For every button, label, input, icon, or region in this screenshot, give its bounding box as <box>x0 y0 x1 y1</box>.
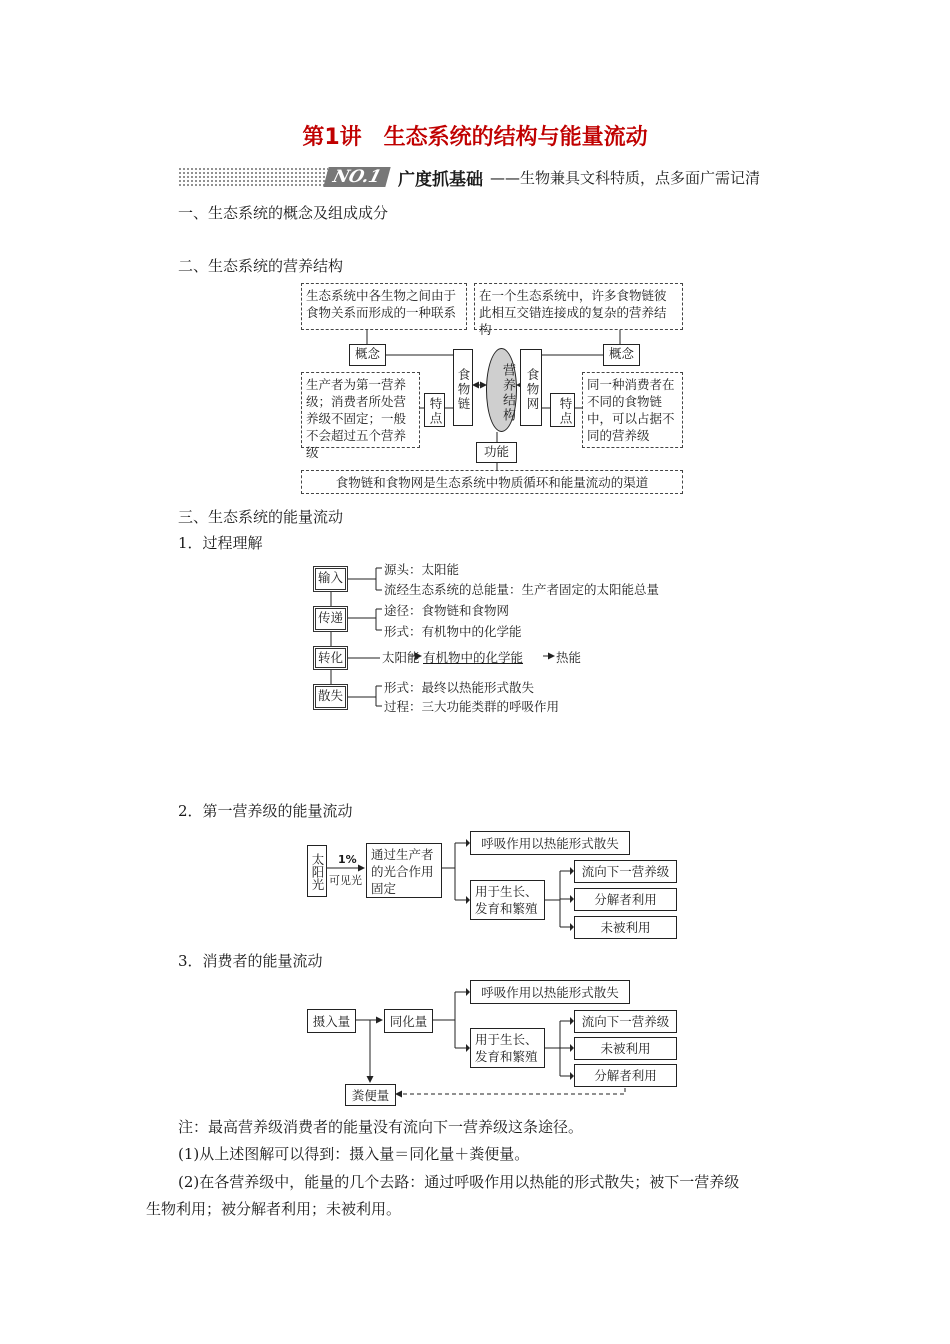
concept-label-left: 概念 <box>349 344 386 366</box>
feature-label-left: 特点 <box>424 393 445 427</box>
nutrition-structure-oval: 营养结构 <box>486 348 517 432</box>
feature-label-right: 特点 <box>550 393 575 427</box>
banner-badge: NO.1 <box>323 167 390 187</box>
section-3-heading: 三、生态系统的能量流动 <box>178 508 344 526</box>
consumer-next-level-box: 流向下一营养级 <box>574 1010 677 1033</box>
input-box: 输入 <box>313 566 348 592</box>
food-chain-box: 食物链 <box>453 349 473 426</box>
first-growth-box: 用于生长、发育和繁殖 <box>470 880 545 920</box>
input-source: 源头：太阳能 <box>384 562 460 577</box>
feces-box: 粪便量 <box>345 1084 396 1106</box>
transfer-box: 传递 <box>313 606 348 632</box>
assimilation-box: 同化量 <box>384 1009 433 1033</box>
section-2-heading: 二、生态系统的营养结构 <box>178 257 344 275</box>
dissipate-form: 形式：最终以热能形式散失 <box>384 680 535 695</box>
convert-box: 转化 <box>313 646 348 670</box>
subsection-2-heading: 2．第一营养级的能量流动 <box>178 802 353 820</box>
convert-solar: 太阳能 <box>382 650 420 665</box>
food-chain-concept-box: 生态系统中各生物之间由于食物关系而形成的一种联系 <box>301 283 467 330</box>
consumer-unused-box: 未被利用 <box>574 1037 677 1060</box>
transfer-path: 途径：食物链和食物网 <box>384 603 510 618</box>
note-text: 注：最高营养级消费者的能量没有流向下一营养级这条途径。 <box>178 1118 584 1136</box>
banner-subtitle: ——生物兼具文科特质，点多面广需记清 <box>490 169 761 187</box>
dissipate-box: 散失 <box>313 684 348 710</box>
subsection-1-heading: 1．过程理解 <box>178 534 263 552</box>
paragraph-2-line-2: 生物利用；被分解者利用；未被利用。 <box>146 1200 402 1218</box>
first-next-level-box: 流向下一营养级 <box>574 860 677 883</box>
subsection-3-heading: 3．消费者的能量流动 <box>178 952 323 970</box>
consumer-respiration-box: 呼吸作用以热能形式散失 <box>470 980 630 1004</box>
first-decomposer-box: 分解者利用 <box>574 888 677 911</box>
sunlight-box: 太阳光 <box>307 845 327 897</box>
consumer-decomposer-box: 分解者利用 <box>574 1064 677 1087</box>
function-label: 功能 <box>476 442 517 463</box>
dissipate-process: 过程：三大功能类群的呼吸作用 <box>384 699 560 714</box>
page-title: 第1讲 生态系统的结构与能量流动 <box>302 125 648 150</box>
first-unused-box: 未被利用 <box>574 916 677 939</box>
section-1-heading: 一、生态系统的概念及组成成分 <box>178 204 389 222</box>
convert-chemical: 有机物中的化学能 <box>423 650 524 665</box>
consumer-growth-box: 用于生长、发育和繁殖 <box>470 1028 545 1068</box>
food-web-feature-box: 同一种消费者在不同的食物链中，可以占据不同的营养级 <box>582 372 683 448</box>
food-web-box: 食物网 <box>520 349 542 426</box>
concept-label-right: 概念 <box>603 344 640 366</box>
visible-light-label: 可见光 <box>329 874 362 887</box>
banner-heading: 广度抓基础 <box>398 170 483 190</box>
input-total: 流经生态系统的总能量：生产者固定的太阳能总量 <box>384 582 660 597</box>
paragraph-1: (1)从上述图解可以得到：摄入量＝同化量＋粪便量。 <box>178 1145 530 1163</box>
function-box: 食物链和食物网是生态系统中物质循环和能量流动的渠道 <box>301 470 683 494</box>
intake-box: 摄入量 <box>307 1009 356 1033</box>
photosynthesis-box: 通过生产者的光合作用固定 <box>366 843 442 898</box>
food-chain-feature-box: 生产者为第一营养级；消费者所处营养级不固定；一般不会超过五个营养级 <box>301 372 420 448</box>
paragraph-2-line-1: (2)在各营养级中，能量的几个去路：通过呼吸作用以热能的形式散失；被下一营养级 <box>178 1173 740 1191</box>
percent-label: 1% <box>338 853 357 866</box>
food-web-concept-box: 在一个生态系统中，许多食物链彼此相互交错连接成的复杂的营养结构 <box>474 283 683 330</box>
convert-heat: 热能 <box>556 650 582 665</box>
transfer-form: 形式：有机物中的化学能 <box>384 624 522 639</box>
first-respiration-box: 呼吸作用以热能形式散失 <box>470 831 630 855</box>
